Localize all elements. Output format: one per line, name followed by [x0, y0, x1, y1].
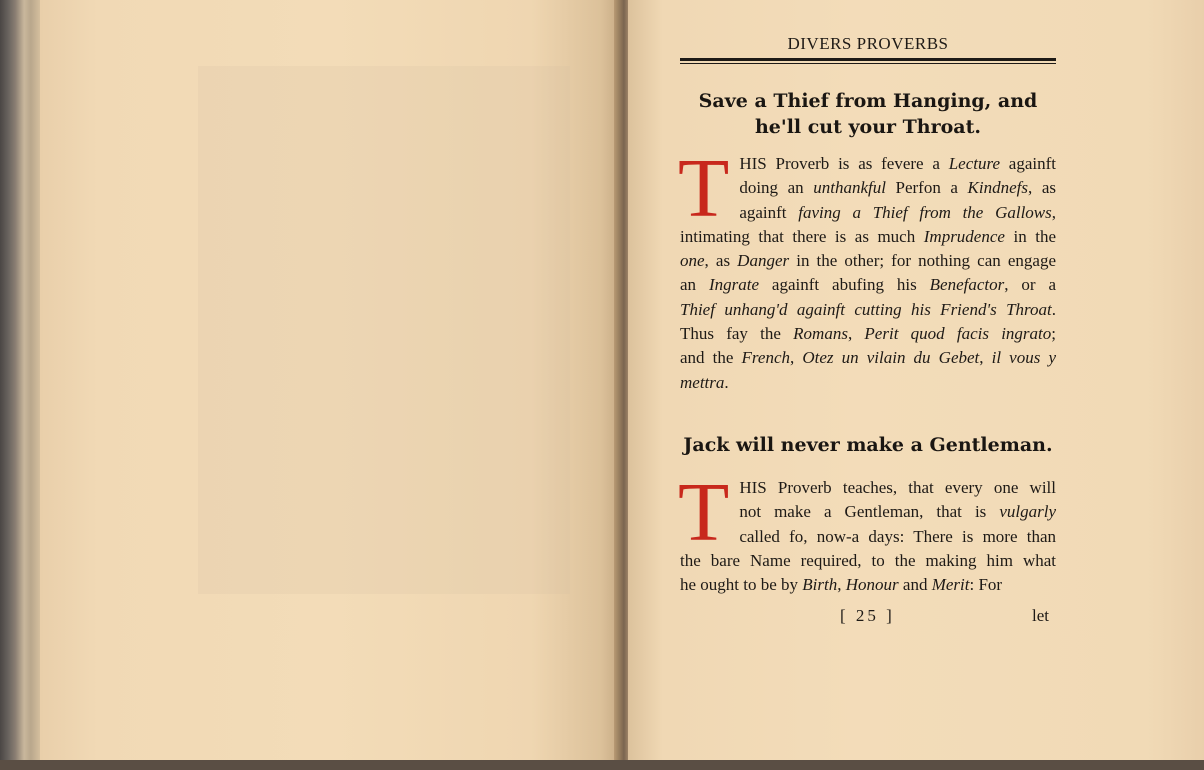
book-edge: [0, 0, 44, 770]
text-line: [680, 500, 1056, 524]
italic-text: Honour: [845, 575, 899, 595]
body-text: intimating that there is as much: [680, 226, 924, 246]
italic-text: French: [741, 348, 790, 368]
body-text: doing an: [739, 178, 814, 198]
drop-cap-1: T: [678, 142, 730, 235]
book-bottom-edge: [0, 760, 1204, 770]
text-line: [680, 201, 1056, 225]
italic-text: Benefactor: [929, 275, 1005, 295]
italic-text: unthankful: [813, 178, 886, 198]
italic-text: Perit quod facis ingrato: [864, 324, 1052, 344]
body-text: ;: [1051, 324, 1056, 344]
header-rule-thin: [680, 63, 1056, 64]
body-text: he ought to be by: [680, 575, 803, 595]
body-text: , as: [704, 251, 738, 271]
drop-cap-2: T: [678, 466, 730, 559]
italic-text: Merit: [931, 575, 970, 595]
text-line: [680, 322, 1056, 346]
proverb-heading-1: [680, 88, 1056, 140]
body-text: againft abufing his: [759, 275, 930, 295]
italic-text: Imprudence: [923, 226, 1005, 246]
text-line: [680, 152, 1056, 176]
italic-text: Birth: [802, 575, 838, 595]
text-line: [680, 371, 1056, 395]
catchword: let: [1032, 606, 1049, 625]
text-line: [680, 525, 1056, 549]
text-line: [680, 273, 1056, 297]
body-text: called fo, now-a days: There is more than: [739, 526, 1056, 546]
italic-text: Otez un vilain du Gebet: [802, 348, 980, 368]
text-line: [680, 249, 1056, 273]
italic-text: Ingrate: [708, 275, 760, 295]
body-text: ,: [837, 575, 846, 595]
body-text: , or a: [1004, 275, 1057, 295]
body-text: ,: [790, 348, 803, 368]
body-text: and the: [680, 348, 742, 368]
text-line: [680, 476, 1056, 500]
italic-text: Thief unhang'd againft cutting his Friend's Throat: [680, 299, 1052, 319]
body-text: HIS Proverb is as fevere a: [739, 154, 949, 173]
italic-text: Danger: [737, 251, 790, 271]
body-text: in the other; for nothing can engage: [789, 251, 1056, 271]
body-text: ,: [979, 348, 992, 368]
text-line: [680, 298, 1056, 322]
body-text: ,: [847, 324, 865, 344]
proverb-heading-1-line-1: Save a Thief from Hanging, and: [698, 90, 1038, 112]
body-text: Thus fay the: [680, 324, 794, 344]
body-text: .: [724, 372, 729, 392]
text-line: [680, 225, 1056, 249]
text-line: [680, 549, 1056, 573]
italic-text: mettra: [680, 372, 725, 392]
italic-text: Lecture: [948, 154, 1001, 173]
body-text: Perfon a: [885, 178, 968, 198]
italic-text: faving a Thief from the Gallows: [798, 202, 1052, 222]
left-page-blank: [40, 0, 618, 762]
page-number: [ 25 ]: [840, 606, 895, 625]
left-page-plate-impression: [198, 66, 570, 594]
proverb-heading-1-line-2: he'll cut your Throat.: [754, 116, 982, 138]
body-text: , as: [1028, 178, 1056, 198]
body-text: and: [898, 575, 932, 595]
italic-text: vulgarly: [999, 502, 1056, 522]
proverb-paragraph-2: [678, 466, 1056, 597]
body-text: : For: [969, 575, 1003, 595]
body-text: the bare Name required, to the making him what: [680, 550, 1056, 570]
body-text: not make a Gentleman, that is: [739, 502, 1000, 522]
proverb-paragraph-1: [678, 142, 1057, 395]
italic-text: Romans: [793, 324, 848, 344]
running-head: DIVERS PROVERBS: [787, 34, 949, 53]
text-line: [680, 176, 1056, 200]
body-text: againft: [1000, 154, 1057, 173]
italic-text: Kindnefs: [967, 178, 1028, 198]
italic-text: il vous y: [991, 348, 1056, 368]
body-text: in the: [1004, 226, 1056, 246]
body-text: an: [680, 275, 709, 295]
text-line: [680, 346, 1056, 370]
body-text: ,: [1051, 202, 1057, 222]
body-text: HIS Proverb teaches, that every one will: [739, 478, 1056, 497]
body-text: againft: [739, 202, 799, 222]
proverb-heading-2: Jack will never make a Gentleman.: [683, 434, 1053, 456]
text-line: [680, 573, 1056, 597]
header-rule-thick: [680, 58, 1056, 61]
italic-text: one: [680, 251, 705, 271]
body-text: .: [1051, 299, 1056, 319]
